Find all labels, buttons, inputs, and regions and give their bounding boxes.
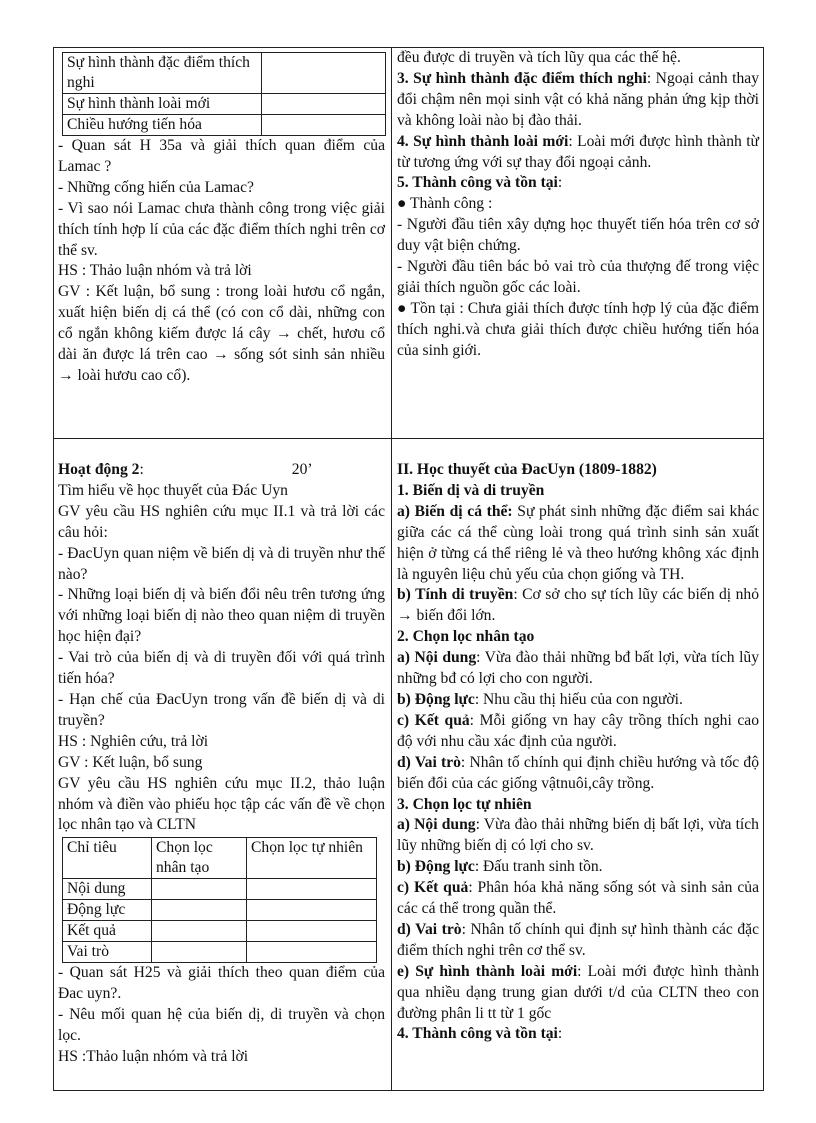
list-item [397,690,759,711]
question-line: - Những cống hiến của Lamac? [58,178,254,196]
table-header-row [63,838,377,879]
item-label: d) Vai trò [397,920,462,938]
table-header: Chỉ tiêu [63,838,152,879]
section-natural-selection [397,795,759,816]
column-divider [391,48,392,1090]
section-new-species [397,132,759,174]
text-line: GV yêu cầu HS nghiên cứu mục II.1 và trả lời các câu hỏi: [58,502,385,541]
item-label: c) Kết quả [397,879,469,897]
item-text: : Vừa đào thải những biến dị bất lợi, vừa tích lũy những biến dị có lợi cho sv. [397,816,759,855]
section-success-limits [397,173,759,194]
item-label: a) Biến dị cá thể: [397,502,513,520]
section-title: 1. Biến dị và di truyền [397,481,545,499]
table-cell-empty [262,94,386,115]
item-text: Sự phát sinh những đặc điểm sai khác giữa các cá thể cùng loài trong quá trình sinh sản xuất hiện ở từng cá thể riêng lẻ và theo hướng không xác định là nguyên liệu chủ yếu của chọn giống và TH. [397,502,759,583]
item-text: : Nhân tố chính qui định chiều hướng và tốc độ biến đổi của các giống vậtnuôi,cây trồng. [397,753,759,792]
right-top-cell [397,48,759,362]
text-line: HS :Thảo luận nhóm và trả lời [58,1047,249,1065]
table-row [63,900,377,921]
text-line: Tìm hiểu về học thuyết của Đác Uyn [58,481,288,499]
list-item [397,878,759,920]
section-title: 2. Chọn lọc nhân tạo [397,628,535,646]
table-row [63,921,377,942]
table-row [63,942,377,963]
table-row [63,879,377,900]
table-header: Chọn lọc tự nhiên [247,838,377,879]
question-line: - Quan sát H 35a và giải thích quan điểm của Lamac ? [58,137,385,175]
text-line: GV yêu cầu HS nghiên cứu mục II.2, thảo luận nhóm và điền vào phiếu học tập các vấn đề về chọn lọc nhân tạo và CLTN [58,774,385,834]
item-label: b) Động lực [397,690,475,708]
list-item [397,815,759,857]
table-cell: Sự hình thành đặc điểm thích nghi [63,53,262,94]
heredity [397,585,759,627]
list-item [397,711,759,753]
item-label: a) Nội dung [397,816,476,834]
list-item [397,962,759,1025]
section-colon: : [557,174,563,192]
table-cell: Động lực [63,900,152,921]
evolution-topics-table [62,52,386,136]
lesson-table [53,47,764,1091]
section-text: : Ngoại cảnh thay đổi chậm nên mọi sinh vật có khả năng phản ứng kịp thời và không loài nào bị đào thải. [397,69,759,129]
heading-text: II. Học thuyết của ĐacUyn (1809-1882) [397,461,657,478]
table-header: Chọn lọc nhân tạo [152,838,247,879]
item-text: : Mỗi giống vn hay cây trồng thích nghi cao độ với nhu cầu xác định của người. [397,711,759,750]
row-divider [54,438,763,439]
section-title: 4. Thành công và tồn tại [397,1025,558,1043]
text-line: GV : Kết luận, bổ sung [58,753,203,771]
item-label: d) Vai trò [397,753,461,771]
section-success-limits [397,1024,759,1045]
darwin-heading [397,460,759,481]
list-item [397,857,759,878]
success-heading: ● Thành công : [397,195,493,213]
left-top-cell [58,48,385,387]
section-title: 3. Chọn lọc tự nhiên [397,795,532,813]
item-text: : Nhu cầu thị hiếu của con người. [474,690,683,708]
table-row [63,94,386,115]
section-title: 5. Thành công và tồn tại [397,174,558,192]
question-line: - Vì sao nói Lamac chưa thành công trong việc giải thích tính hợp lí của các đặc điểm thích nghi trên cơ thể sv. [58,199,385,259]
section-text: : Loài mới được hình thành từ từ tương ứng với sự thay đổi ngoại cảnh. [397,132,760,171]
list-item [397,648,759,690]
success-item: - Người đầu tiên xây dựng học thuyết tiến hóa trên cơ sở duy vật biện chứng. [397,216,759,255]
right-bottom-cell [397,440,759,1045]
item-label: e) Sự hình thành loài mới [397,962,578,980]
item-text: : Phân hóa khả năng sống sót và sinh sản của các cá thể trong quần thể. [397,879,759,918]
item-label: b) Động lực [397,858,475,876]
table-row [63,53,386,94]
item-text: : Vừa đào thải những bđ bất lợi, vừa tích lũy những bđ có lợi cho con người. [397,649,759,688]
activity-title: Hoạt động 2 [58,461,140,478]
activity-colon: : [139,461,144,478]
success-item: - Người đầu tiên bác bỏ vai trò của thượng đế trong việc giải thích nguồn gốc các loài. [397,258,759,296]
item-label: a) Nội dung [397,649,477,667]
text-line: - Hạn chế của ĐacUyn trong vấn đề biến dị và di truyền? [58,690,385,729]
text-line: - ĐacUyn quan niệm về biến dị và di truyền như thế nào? [58,544,385,583]
table-cell-empty [262,115,386,136]
section-title: 4. Sự hình thành loài mới [397,132,569,150]
selection-worksheet-table [62,837,377,963]
section-colon: : [557,1025,563,1043]
section-adaptation [397,69,759,132]
table-cell: Sự hình thành loài mới [63,94,262,115]
left-bottom-cell [58,440,385,1068]
table-cell: Vai trò [63,942,152,963]
item-text: : Đấu tranh sinh tồn. [474,858,603,876]
section-variation [397,481,759,502]
table-cell-empty [262,53,386,94]
list-item [397,753,759,795]
limitation-text: ● Tồn tại : Chưa giải thích được tính hợp lý của đặc điểm thích nghi.và chưa giải thích được chiều hướng tiến hóa của sinh giới. [397,299,759,359]
text-line: - Vai trò của biến dị và di truyền đối với quá trình tiến hóa? [58,649,385,688]
table-cell: Nội dung [63,879,152,900]
item-text: : Loài mới được hình thành qua nhiều dạng trung gian dưới t/d của CLTN theo con đường phân li tt từ 1 gốc [397,962,759,1022]
table-cell: Kết quả [63,921,152,942]
section-artificial-selection [397,627,759,648]
activity-time: 20’ [291,461,313,478]
student-activity: HS : Thảo luận nhóm và trả lời [58,262,252,280]
individual-variation [397,502,759,586]
table-row [63,115,386,136]
teacher-conclusion: GV : Kết luận, bổ sung : trong loài hươu cổ ngắn, xuất hiện biến dị cá thể (có con cổ dài, những con cổ ngắn không kiếm được lá cây → chết, hươu cổ dài ăn được lá trên cao → sống sót sinh sản nhiều → loài hươu cao cổ). [58,283,385,384]
list-item [397,920,759,962]
text-line: - Nêu mối quan hệ của biến dị, di truyền và chọn lọc. [58,1006,385,1045]
item-label: c) Kết quả [397,711,470,729]
intro-line: đều được di truyền và tích lũy qua các thế hệ. [397,49,681,66]
section-title: 3. Sự hình thành đặc điểm thích nghi [397,69,647,87]
text-line: - Quan sát H25 và giải thích theo quan điểm của Đac uyn?. [58,964,385,1003]
item-label: b) Tính di truyền [397,586,514,604]
item-text: : Nhân tố chính qui định sự hình thành các đặc điểm thích nghi trên cơ thể sv. [397,920,759,959]
text-line: - Những loại biến dị và biến đổi nêu trên tương ứng với những loại biến dị nào theo quan niệm di truyền học hiện đại? [58,586,385,646]
text-line: HS : Nghiên cứu, trả lời [58,732,209,750]
table-cell: Chiều hướng tiến hóa [63,115,262,136]
item-text: : Cơ sở cho sự tích lũy các biến dị nhỏ → biến đổi lớn. [397,586,759,625]
activity-heading [58,460,385,481]
